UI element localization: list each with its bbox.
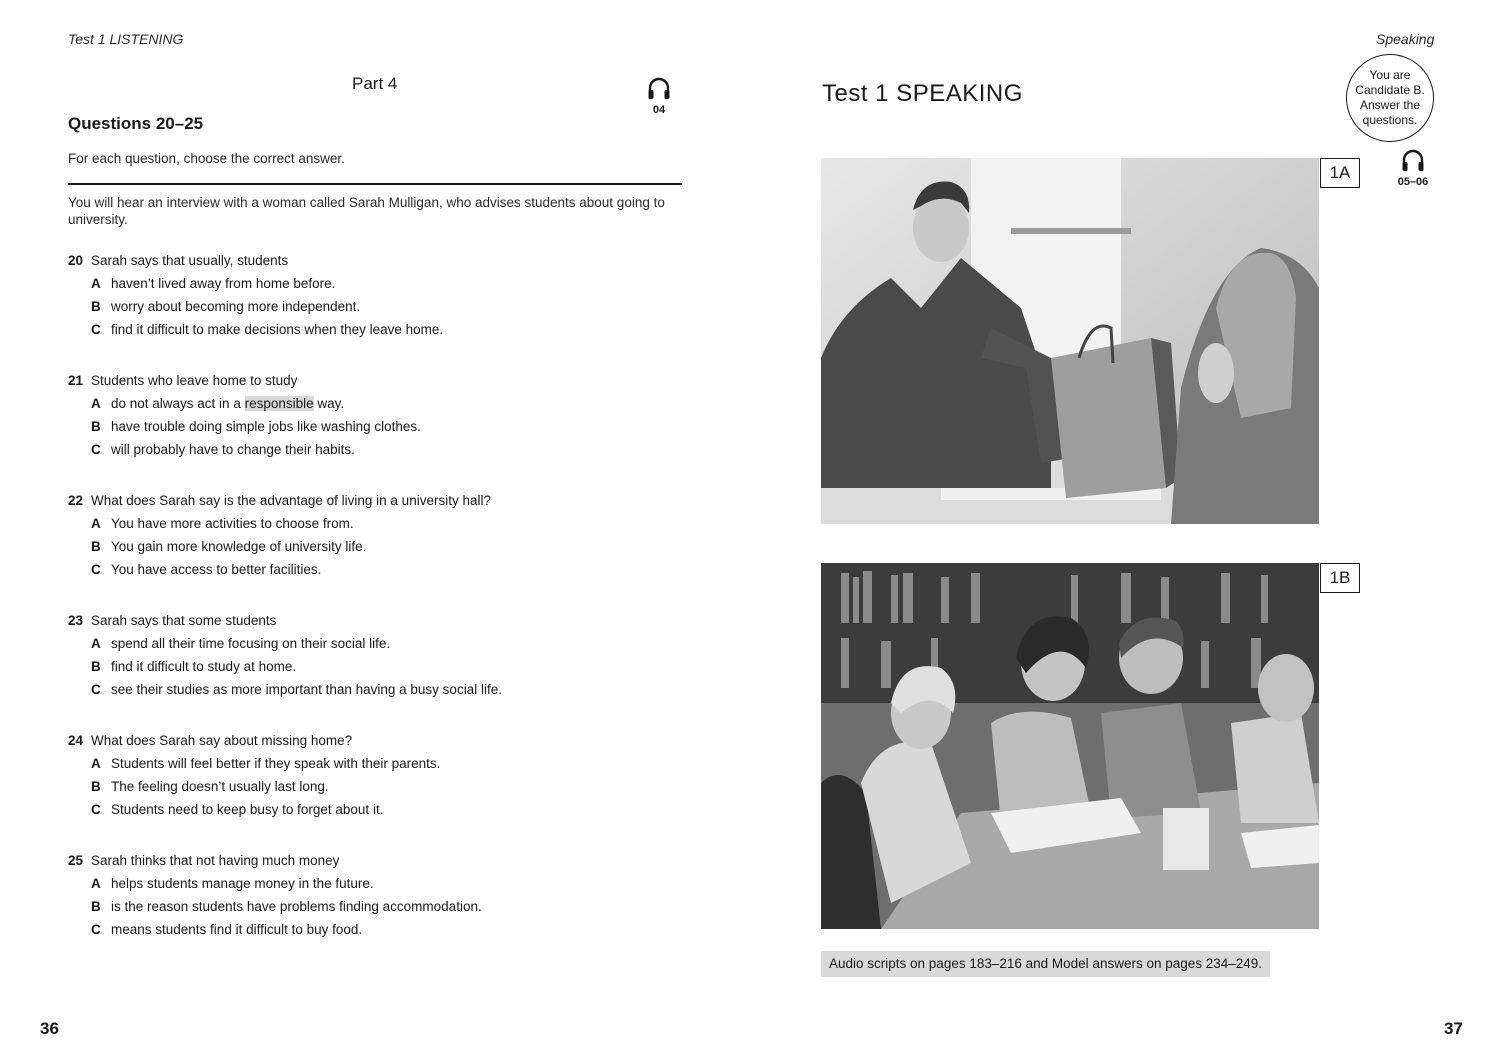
option-text: The feeling doesn’t usually last long. [111,779,329,794]
question-stem: Students who leave home to study [91,373,298,388]
option-letter: C [91,322,101,337]
option-letter: B [91,899,101,914]
question-stem: What does Sarah say is the advantage of living in a university hall? [91,493,491,508]
option-b[interactable] [68,777,688,800]
questions-heading: Questions 20–25 [68,114,204,133]
option-letter: C [91,442,101,457]
shop-scene-illustration [821,158,1319,524]
option-a[interactable] [68,874,688,897]
option-text-before: do not always act in a [111,396,245,411]
question-25 [68,851,688,943]
option-a[interactable] [68,514,688,537]
option-letter: A [91,756,101,771]
question-stem: Sarah thinks that not having much money [91,853,340,868]
speaking-title: Test 1 SPEAKING [822,80,1023,107]
highlighted-word[interactable]: responsible [244,396,314,411]
option-text: worry about becoming more independent. [111,299,361,314]
option-text: spend all their time focusing on their social life. [111,636,391,651]
photo-1b [821,563,1319,929]
right-running-head: Speaking [1376,31,1435,47]
left-page-number: 36 [40,1019,59,1038]
option-c[interactable] [68,680,688,703]
option-c[interactable] [68,800,688,823]
option-text: helps students manage money in the future. [111,876,374,891]
option-text: Students need to keep busy to forget about it. [111,802,384,817]
question-number: 23 [68,613,84,628]
option-c[interactable] [68,440,688,463]
option-letter: B [91,539,101,554]
option-a[interactable] [68,754,688,777]
option-letter: A [91,396,101,411]
photo-1a [821,158,1319,524]
photo-label-1a: 1A [1320,158,1360,188]
divider [68,183,682,185]
option-letter: B [91,779,101,794]
question-24 [68,731,688,823]
speaking-audio[interactable] [1394,148,1432,188]
option-c[interactable] [68,560,688,583]
option-text: haven’t lived away from home before. [111,276,336,291]
option-letter: C [91,682,101,697]
option-a[interactable] [68,274,688,297]
photo-label-1b: 1B [1320,563,1360,593]
option-letter: B [91,659,101,674]
option-c[interactable] [68,920,688,943]
question-20 [68,251,688,343]
option-text: see their studies as more important than having a busy social life. [111,682,502,697]
question-stem: What does Sarah say about missing home? [91,733,353,748]
option-text: have trouble doing simple jobs like washing clothes. [111,419,421,434]
question-number: 22 [68,493,84,508]
option-text: means students find it difficult to buy food. [111,922,363,937]
right-page-number: 37 [1444,1019,1463,1038]
audio-track-number: 04 [652,104,666,116]
headphones-icon [1400,148,1426,174]
option-b[interactable] [68,657,688,680]
footer-note: Audio scripts on pages 183–216 and Model answers on pages 234–249. [821,951,1270,977]
headphones-icon [646,76,672,102]
option-text: You have more activities to choose from. [111,516,354,531]
left-running-head: Test 1 LISTENING [68,31,184,47]
option-text: Students will feel better if they speak with their parents. [111,756,441,771]
question-21 [68,371,688,463]
question-number: 25 [68,853,84,868]
option-letter: B [91,419,101,434]
option-text-after: way. [313,396,345,411]
option-letter: C [91,922,101,937]
question-22 [68,491,688,583]
option-b[interactable] [68,417,688,440]
candidate-note [1346,54,1434,142]
option-letter: A [91,876,101,891]
question-number: 21 [68,373,84,388]
option-c[interactable] [68,320,688,343]
part-title: Part 4 [352,74,398,93]
audio-track-number: 05–06 [1397,176,1429,188]
option-text: is the reason students have problems finding accommodation. [111,899,482,914]
candidate-note-text: You are Candidate B. Answer the questions. [1355,68,1425,127]
option-letter: C [91,802,101,817]
question-stem: Sarah says that some students [91,613,277,628]
option-letter: A [91,276,101,291]
option-a[interactable] [68,394,688,417]
option-text: You gain more knowledge of university life. [111,539,367,554]
option-a[interactable] [68,634,688,657]
intro-text: You will hear an interview with a woman called Sarah Mulligan, who advises students about going to university. [68,195,665,227]
option-letter: C [91,562,101,577]
option-letter: A [91,636,101,651]
option-letter: B [91,299,101,314]
instruction: For each question, choose the correct answer. [68,151,345,166]
library-scene-illustration [821,563,1319,929]
option-text: find it difficult to make decisions when they leave home. [111,322,444,337]
option-text: will probably have to change their habits. [111,442,355,457]
listening-audio[interactable] [644,76,674,116]
option-b[interactable] [68,537,688,560]
option-text: find it difficult to study at home. [111,659,297,674]
question-stem: Sarah says that usually, students [91,253,289,268]
question-number: 24 [68,733,84,748]
option-letter: A [91,516,101,531]
question-number: 20 [68,253,84,268]
option-b[interactable] [68,297,688,320]
question-23 [68,611,688,703]
option-b[interactable] [68,897,688,920]
option-text: You have access to better facilities. [111,562,322,577]
